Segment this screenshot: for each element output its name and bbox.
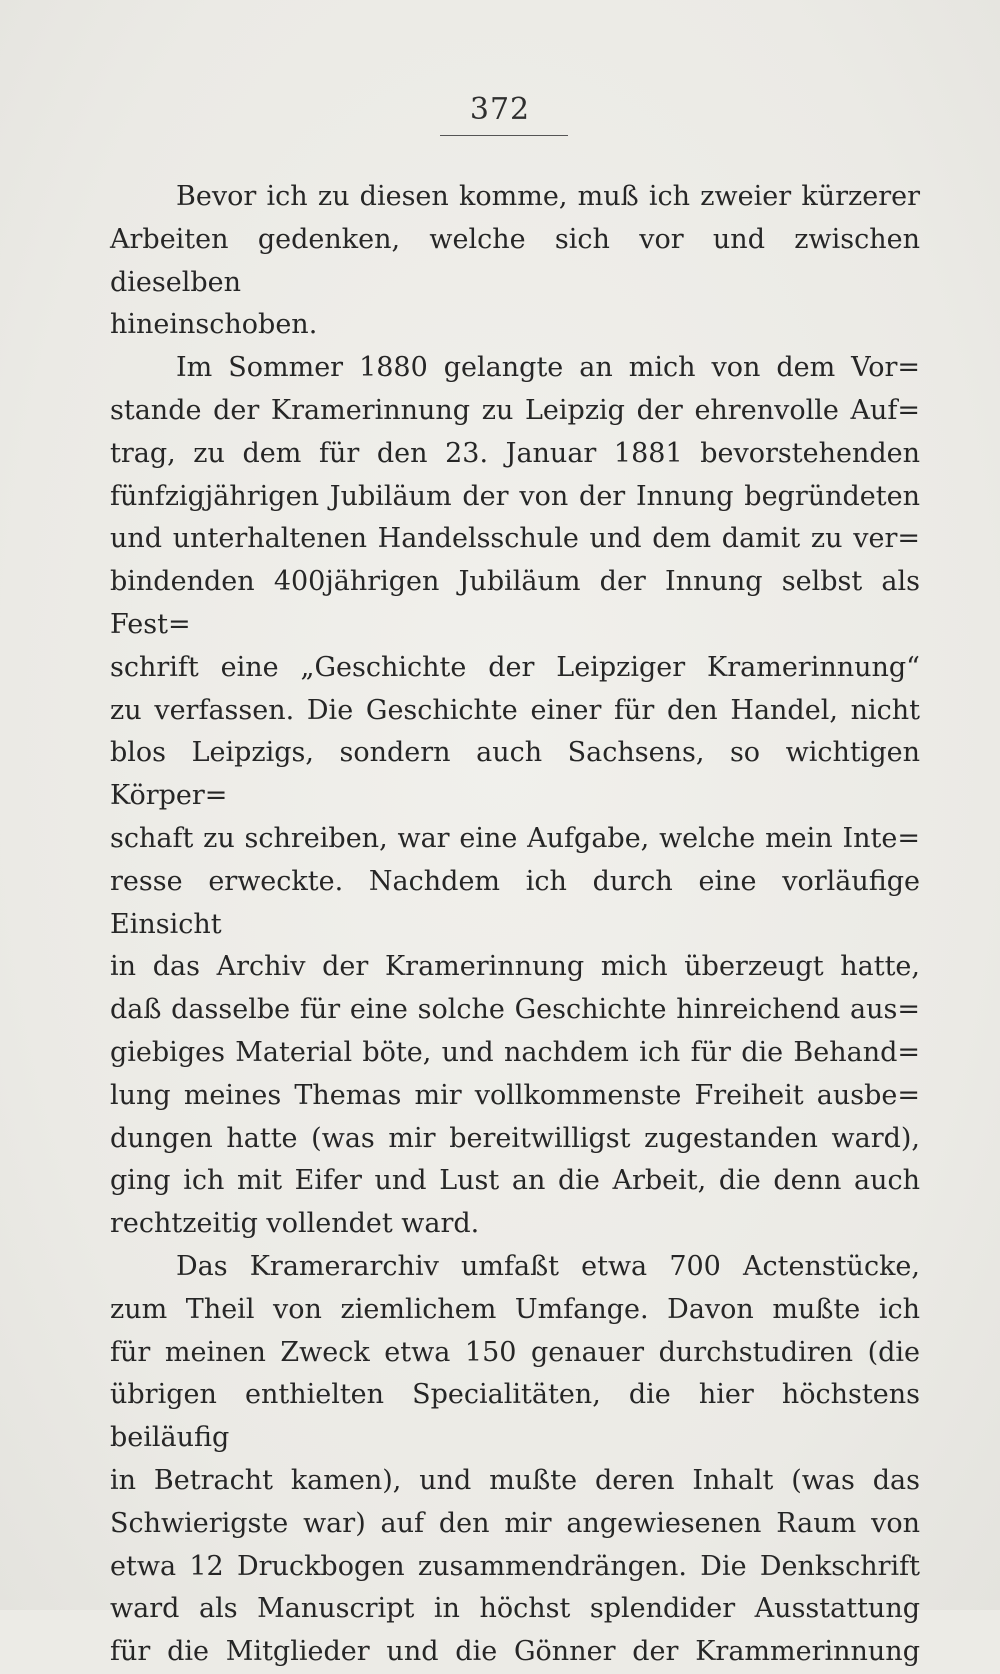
text-line: zu verfassen. Die Geschichte einer für den Handel, nicht (110, 694, 920, 726)
text-line: in Betracht kamen), und mußte deren Inhalt (was das (110, 1464, 920, 1496)
text-line: und unterhaltenen Handelsschule und dem damit zu ver= (110, 523, 920, 555)
text-line: Arbeiten gedenken, welche sich vor und zwischen dieselben (110, 223, 920, 298)
text-line: für die Mitglieder und die Gönner der Krammerinnung (110, 1636, 920, 1668)
text-line: rechtzeitig vollendet ward. (110, 1208, 480, 1240)
paragraph (110, 176, 920, 347)
text-line: resse erweckte. Nachdem ich durch eine vorläufige Einsicht (110, 865, 920, 940)
text-line: lung meines Themas mir vollkommenste Freiheit ausbe= (110, 1079, 920, 1111)
text-line: für meinen Zweck etwa 150 genauer durchstudiren (die (110, 1336, 920, 1368)
text-line: fünfzigjährigen Jubiläum der von der Innung begründeten (110, 480, 920, 512)
text-line: hineinschoben. (110, 309, 318, 341)
page-number: 372 (469, 92, 531, 127)
text-line: schaft zu schreiben, war eine Aufgabe, welche mein Inte= (110, 822, 920, 854)
text-line: daß dasselbe für eine solche Geschichte hinreichend aus= (110, 994, 920, 1026)
text-line: etwa 12 Druckbogen zusammendrängen. Die Denkschrift (110, 1550, 920, 1582)
text-line: übrigen enthielten Specialitäten, die hier höchstens beiläufig (110, 1379, 920, 1454)
paragraph (110, 347, 920, 1246)
text-line: schrift eine „Geschichte der Leipziger Kramerinnung“ (110, 651, 920, 683)
header-rule (440, 135, 568, 136)
body-text (110, 176, 920, 1674)
text-line: Schwierigste war) auf den mir angewiesenen Raum von (110, 1507, 920, 1539)
text-line: zum Theil von ziemlichem Umfange. Davon mußte ich (110, 1293, 920, 1325)
text-line: Im Sommer 1880 gelangte an mich von dem Vor= (176, 352, 920, 384)
text-line: giebiges Material böte, und nachdem ich für die Behand= (110, 1036, 920, 1068)
text-line: Das Kramerarchiv umfaßt etwa 700 Actenstücke, (176, 1250, 920, 1282)
text-line: trag, zu dem für den 23. Januar 1881 bevorstehenden (110, 437, 920, 469)
text-line: bindenden 400jährigen Jubiläum der Innung selbst als Fest= (110, 566, 920, 640)
text-line: ging ich mit Eifer und Lust an die Arbeit, die denn auch (110, 1165, 920, 1197)
text-line: Bevor ich zu diesen komme, muß ich zweier kürzerer (176, 181, 920, 212)
text-line: ward als Manuscript in höchst splendider Ausstattung (110, 1593, 920, 1625)
text-line: in das Archiv der Kramerinnung mich überzeugt hatte, (110, 951, 920, 983)
text-line: stande der Kramerinnung zu Leipzig der ehrenvolle Auf= (110, 394, 920, 426)
text-line: blos Leipzigs, sondern auch Sachsens, so wichtigen Körper= (110, 737, 920, 812)
text-line: dungen hatte (was mir bereitwilligst zugestanden ward), (110, 1122, 920, 1154)
